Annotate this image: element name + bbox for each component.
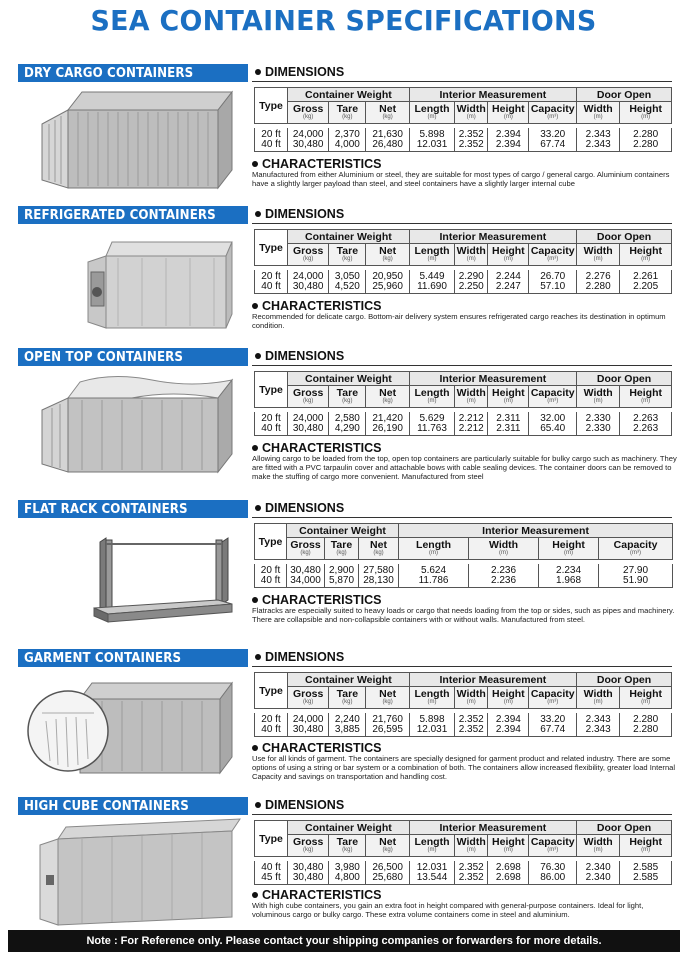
table-cell: 30,480 (288, 424, 329, 436)
section-title: GARMENT CONTAINERS (18, 649, 248, 667)
table-cell: 27.90 (599, 564, 673, 576)
group-door-open: Door Open (576, 673, 671, 687)
table-cell: 20 ft (255, 128, 288, 140)
table-cell: 57.10 (529, 282, 577, 294)
col-net: Net (kg) (366, 244, 409, 266)
bullet-icon (255, 802, 261, 808)
col-width: Width (m) (455, 244, 488, 266)
container-illustration (22, 520, 248, 630)
col-net: Net (kg) (366, 102, 409, 124)
table-row (255, 282, 672, 294)
table-cell: 2.394 (488, 128, 529, 140)
table-cell: 11.763 (409, 424, 454, 436)
table-cell: 4,290 (329, 424, 366, 436)
col-net: Net (kg) (366, 386, 409, 408)
table-row (255, 564, 673, 576)
col-type: Type (255, 673, 288, 709)
section-title: DRY CARGO CONTAINERS (18, 64, 248, 82)
col-width: Width (m) (455, 835, 488, 857)
table-cell: 2.343 (576, 140, 619, 152)
table-cell: 2.234 (539, 564, 599, 576)
col-tare: Tare (kg) (329, 102, 366, 124)
col-length: Length (m) (409, 244, 454, 266)
table-row (255, 576, 673, 588)
table-cell: 26,190 (366, 424, 409, 436)
table-cell: 30,480 (287, 564, 325, 576)
col-height: Height (m) (488, 386, 529, 408)
dimensions-heading: DIMENSIONS (252, 64, 672, 82)
dimensions-heading: DIMENSIONS (252, 649, 672, 667)
table-cell: 21,630 (366, 128, 409, 140)
section-dry-cargo (0, 64, 687, 204)
col-capacity: Capacity (m³) (529, 244, 577, 266)
table-cell: 51.90 (599, 576, 673, 588)
table-cell: 32.00 (529, 412, 577, 424)
col-width: Width (m) (455, 102, 488, 124)
group-container-weight: Container Weight (287, 524, 399, 538)
table-cell: 2.343 (576, 713, 619, 725)
characteristics-heading: CHARACTERISTICS (252, 299, 381, 313)
table-cell: 33.20 (529, 128, 577, 140)
characteristics-heading: CHARACTERISTICS (252, 593, 381, 607)
col-width-door: Width (m) (576, 244, 619, 266)
table-cell: 40 ft (255, 576, 287, 588)
table-cell: 2.340 (576, 861, 619, 873)
col-width-door: Width (m) (576, 687, 619, 709)
col-length: Length (m) (409, 102, 454, 124)
characteristics-heading: CHARACTERISTICS (252, 157, 381, 171)
table-cell: 2.280 (620, 140, 672, 152)
footer-note: Note : For Reference only. Please contact your shipping companies or forwarders for more details. (8, 930, 680, 952)
table-cell: 2.263 (620, 412, 672, 424)
table-cell: 2,240 (329, 713, 366, 725)
characteristics-heading: CHARACTERISTICS (252, 741, 381, 755)
characteristics-heading: CHARACTERISTICS (252, 441, 381, 455)
table-cell: 2.352 (455, 873, 488, 885)
table-cell: 20 ft (255, 412, 288, 424)
group-door-open: Door Open (576, 230, 671, 244)
container-illustration (22, 669, 248, 779)
table-cell: 24,000 (288, 128, 329, 140)
col-height-door: Height (m) (620, 835, 672, 857)
table-cell: 2.212 (455, 412, 488, 424)
col-length: Length (m) (409, 687, 454, 709)
section-title: FLAT RACK CONTAINERS (18, 500, 248, 518)
col-tare: Tare (kg) (329, 835, 366, 857)
table-cell: 2.330 (576, 412, 619, 424)
dimensions-heading: DIMENSIONS (252, 206, 672, 224)
table-cell: 26,480 (366, 140, 409, 152)
table-cell: 2,370 (329, 128, 366, 140)
table-cell: 65.40 (529, 424, 577, 436)
table-cell: 2.343 (576, 725, 619, 737)
table-cell: 2.290 (455, 270, 488, 282)
section-flat-rack (0, 500, 687, 640)
col-width-door: Width (m) (576, 102, 619, 124)
group-container-weight: Container Weight (288, 230, 410, 244)
table-cell: 25,960 (366, 282, 409, 294)
table-row (255, 713, 672, 725)
container-illustration (22, 84, 248, 194)
bullet-icon (255, 505, 261, 511)
col-height-door: Height (m) (620, 687, 672, 709)
group-interior-measurement: Interior Measurement (409, 230, 576, 244)
table-cell: 30,480 (288, 861, 329, 873)
group-interior-measurement: Interior Measurement (409, 673, 576, 687)
col-width-door: Width (m) (576, 835, 619, 857)
table-cell: 2.212 (455, 424, 488, 436)
table-cell: 2.236 (469, 564, 539, 576)
col-gross: Gross (kg) (288, 244, 329, 266)
table-cell: 24,000 (288, 412, 329, 424)
col-gross: Gross (kg) (288, 386, 329, 408)
bullet-icon (252, 892, 258, 898)
dimensions-heading: DIMENSIONS (252, 797, 672, 815)
col-net: Net (kg) (359, 538, 399, 560)
table-cell: 2.276 (576, 270, 619, 282)
spec-table (254, 523, 673, 588)
characteristics-text: Manufactured from either Aluminium or steel, they are suitable for most types of cargo / general cargo. Aluminium containers have a slightly larger payload than steel, and steel containers have a slightly larger internal cube (252, 170, 670, 189)
table-cell: 5.629 (409, 412, 454, 424)
table-cell: 2.352 (455, 140, 488, 152)
characteristics-text: Allowing cargo to be loaded from the top, open top containers are particularly suitable for bulky cargo such as machinery. They are fitted with a PVC tarpaulin cover and attachable bows with cable sealing devices. The container doors can be removed to make the stuffing of cargo more convenient. Manufactured from steel (252, 454, 677, 482)
table-cell: 2,900 (325, 564, 359, 576)
group-container-weight: Container Weight (288, 88, 410, 102)
table-cell: 2.352 (455, 713, 488, 725)
table-row (255, 412, 672, 424)
table-cell: 2.352 (455, 861, 488, 873)
bullet-icon (252, 597, 258, 603)
group-interior-measurement: Interior Measurement (399, 524, 673, 538)
bullet-icon (252, 303, 258, 309)
container-illustration (22, 368, 248, 478)
table-cell: 2.311 (488, 424, 529, 436)
table-cell: 21,420 (366, 412, 409, 424)
table-cell: 3,885 (329, 725, 366, 737)
table-row (255, 725, 672, 737)
table-row (255, 128, 672, 140)
table-cell: 2.280 (620, 713, 672, 725)
col-height-door: Height (m) (620, 102, 672, 124)
table-cell: 2.311 (488, 412, 529, 424)
table-cell: 5.898 (409, 713, 454, 725)
table-cell: 34,000 (287, 576, 325, 588)
table-cell: 2.585 (620, 861, 672, 873)
table-row (255, 140, 672, 152)
group-interior-measurement: Interior Measurement (409, 821, 576, 835)
col-capacity: Capacity (m³) (529, 102, 577, 124)
table-cell: 24,000 (288, 713, 329, 725)
col-height: Height (m) (488, 102, 529, 124)
col-type: Type (255, 524, 287, 560)
table-cell: 2.280 (620, 128, 672, 140)
table-cell: 2.280 (576, 282, 619, 294)
col-type: Type (255, 821, 288, 857)
table-cell: 26.70 (529, 270, 577, 282)
section-high-cube (0, 797, 687, 937)
bullet-icon (252, 161, 258, 167)
table-row (255, 424, 672, 436)
table-cell: 20 ft (255, 564, 287, 576)
col-net: Net (kg) (366, 687, 409, 709)
col-width: Width (m) (469, 538, 539, 560)
table-cell: 5.449 (409, 270, 454, 282)
col-tare: Tare (kg) (329, 386, 366, 408)
table-cell: 1.968 (539, 576, 599, 588)
table-cell: 67.74 (529, 725, 577, 737)
spec-table (254, 229, 672, 294)
section-refrigerated (0, 206, 687, 346)
group-interior-measurement: Interior Measurement (409, 372, 576, 386)
col-width: Width (m) (455, 386, 488, 408)
table-cell: 2.585 (620, 873, 672, 885)
bullet-icon (255, 353, 261, 359)
table-row (255, 861, 672, 873)
table-cell: 2.205 (620, 282, 672, 294)
table-cell: 12.031 (409, 861, 454, 873)
table-cell: 40 ft (255, 424, 288, 436)
table-row (255, 873, 672, 885)
table-cell: 2.394 (488, 713, 529, 725)
col-capacity: Capacity (m³) (529, 386, 577, 408)
table-cell: 30,480 (288, 140, 329, 152)
col-length: Length (m) (409, 835, 454, 857)
table-cell: 2.394 (488, 725, 529, 737)
group-container-weight: Container Weight (288, 821, 410, 835)
characteristics-text: With high cube containers, you gain an extra foot in height compared with general-purpose containers. Ideal for light, voluminous cargo or bulky cargo. These extra volume containers come in steel and aluminium. (252, 901, 644, 920)
group-container-weight: Container Weight (288, 673, 410, 687)
col-width-door: Width (m) (576, 386, 619, 408)
col-type: Type (255, 88, 288, 124)
characteristics-text: Use for all kinds of garment. The containers are specially designed for garment product and related industry. There are some options of using a string or bar system or a combination of both. The containers allow increased flexibility, greater load Internal Capacity and savings on transportation and handling cost. (252, 754, 676, 782)
page-title: SEA CONTAINER SPECIFICATIONS (90, 4, 597, 37)
col-type: Type (255, 372, 288, 408)
table-cell: 40 ft (255, 140, 288, 152)
table-cell: 2.698 (488, 861, 529, 873)
bullet-icon (255, 211, 261, 217)
table-cell: 20 ft (255, 270, 288, 282)
dimensions-heading: DIMENSIONS (252, 348, 672, 366)
table-cell: 2.280 (620, 725, 672, 737)
bullet-icon (255, 69, 261, 75)
table-cell: 2.343 (576, 128, 619, 140)
table-cell: 40 ft (255, 861, 288, 873)
table-cell: 4,520 (329, 282, 366, 294)
col-gross: Gross (kg) (288, 835, 329, 857)
col-length: Length (m) (399, 538, 469, 560)
col-height: Height (m) (539, 538, 599, 560)
col-capacity: Capacity (m³) (529, 835, 577, 857)
table-cell: 27,580 (359, 564, 399, 576)
col-capacity: Capacity (m³) (529, 687, 577, 709)
col-tare: Tare (kg) (329, 244, 366, 266)
table-cell: 30,480 (288, 725, 329, 737)
col-gross: Gross (kg) (288, 687, 329, 709)
characteristics-heading: CHARACTERISTICS (252, 888, 381, 902)
col-height: Height (m) (488, 835, 529, 857)
spec-table (254, 820, 672, 885)
bullet-icon (252, 745, 258, 751)
col-tare: Tare (kg) (329, 687, 366, 709)
table-cell: 2,580 (329, 412, 366, 424)
table-cell: 2.330 (576, 424, 619, 436)
table-cell: 2.250 (455, 282, 488, 294)
col-gross: Gross (kg) (287, 538, 325, 560)
table-cell: 25,680 (366, 873, 409, 885)
group-door-open: Door Open (576, 821, 671, 835)
group-interior-measurement: Interior Measurement (409, 88, 576, 102)
table-cell: 13.544 (409, 873, 454, 885)
table-cell: 40 ft (255, 725, 288, 737)
table-cell: 3,050 (329, 270, 366, 282)
table-cell: 5.898 (409, 128, 454, 140)
table-cell: 30,480 (288, 282, 329, 294)
bullet-icon (255, 654, 261, 660)
table-cell: 2.394 (488, 140, 529, 152)
table-cell: 2.247 (488, 282, 529, 294)
spec-table (254, 87, 672, 152)
table-cell: 5,870 (325, 576, 359, 588)
section-title: HIGH CUBE CONTAINERS (18, 797, 248, 815)
section-title: REFRIGERATED CONTAINERS (18, 206, 248, 224)
table-cell: 3,980 (329, 861, 366, 873)
table-cell: 21,760 (366, 713, 409, 725)
group-door-open: Door Open (576, 88, 671, 102)
table-cell: 2.340 (576, 873, 619, 885)
table-cell: 24,000 (288, 270, 329, 282)
table-cell: 12.031 (409, 725, 454, 737)
group-door-open: Door Open (576, 372, 671, 386)
table-cell: 4,800 (329, 873, 366, 885)
table-cell: 11.690 (409, 282, 454, 294)
table-cell: 2.352 (455, 725, 488, 737)
col-width: Width (m) (455, 687, 488, 709)
table-cell: 67.74 (529, 140, 577, 152)
container-illustration (22, 817, 248, 927)
table-cell: 20,950 (366, 270, 409, 282)
table-cell: 4,000 (329, 140, 366, 152)
section-title: OPEN TOP CONTAINERS (18, 348, 248, 366)
col-tare: Tare (kg) (325, 538, 359, 560)
container-illustration (22, 226, 248, 336)
table-cell: 2.261 (620, 270, 672, 282)
table-cell: 76.30 (529, 861, 577, 873)
col-gross: Gross (kg) (288, 102, 329, 124)
characteristics-text: Flatracks are especially suited to heavy loads or cargo that needs loading from the top or sides, such as pipes and machinery. There are collapsible and non-collapsible containers with or without walls. Manufactured from steel. (252, 606, 675, 625)
col-net: Net (kg) (366, 835, 409, 857)
col-length: Length (m) (409, 386, 454, 408)
table-cell: 12.031 (409, 140, 454, 152)
bullet-icon (252, 445, 258, 451)
col-height-door: Height (m) (620, 386, 672, 408)
group-container-weight: Container Weight (288, 372, 410, 386)
table-row (255, 270, 672, 282)
table-cell: 40 ft (255, 282, 288, 294)
table-cell: 28,130 (359, 576, 399, 588)
table-cell: 26,595 (366, 725, 409, 737)
col-height: Height (m) (488, 687, 529, 709)
col-height-door: Height (m) (620, 244, 672, 266)
table-cell: 11.786 (399, 576, 469, 588)
section-garment (0, 649, 687, 789)
table-cell: 30,480 (288, 873, 329, 885)
table-cell: 86.00 (529, 873, 577, 885)
table-cell: 33.20 (529, 713, 577, 725)
col-type: Type (255, 230, 288, 266)
spec-table (254, 371, 672, 436)
table-cell: 2.352 (455, 128, 488, 140)
col-capacity: Capacity (m³) (599, 538, 673, 560)
table-cell: 5.624 (399, 564, 469, 576)
table-cell: 26,500 (366, 861, 409, 873)
table-cell: 2.244 (488, 270, 529, 282)
section-open-top (0, 348, 687, 488)
table-cell: 45 ft (255, 873, 288, 885)
col-height: Height (m) (488, 244, 529, 266)
table-cell: 2.263 (620, 424, 672, 436)
dimensions-heading: DIMENSIONS (252, 500, 672, 518)
table-cell: 2.236 (469, 576, 539, 588)
spec-table (254, 672, 672, 737)
table-cell: 2.698 (488, 873, 529, 885)
table-cell: 20 ft (255, 713, 288, 725)
characteristics-text: Recommended for delicate cargo. Bottom-air delivery system ensures refrigerated cargo reaches its destination in optimum condition. (252, 312, 666, 331)
